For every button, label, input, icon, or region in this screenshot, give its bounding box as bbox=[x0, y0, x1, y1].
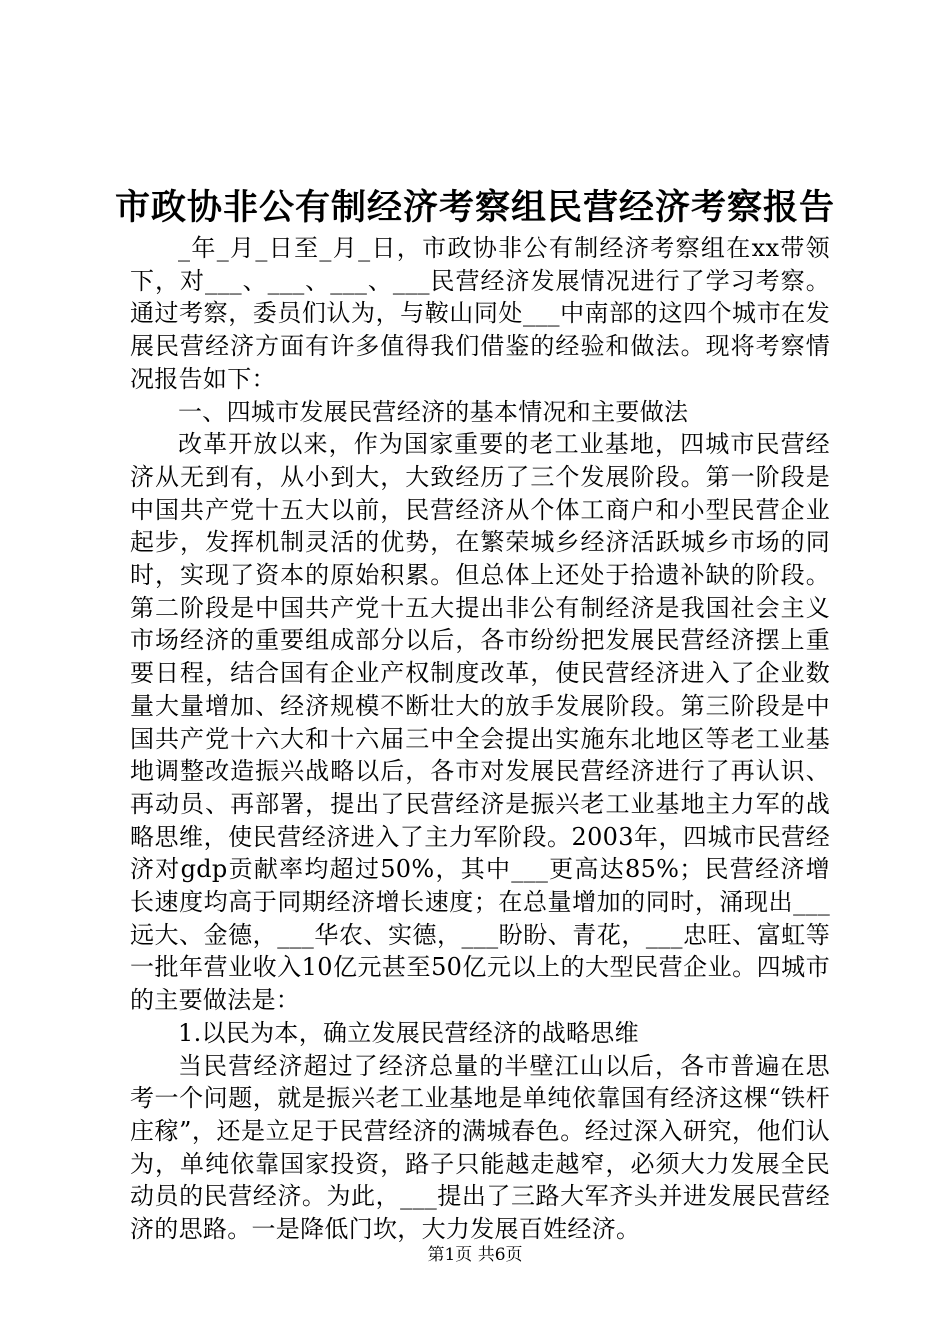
intro-paragraph: _年_月_日至_月_日，市政协非公有制经济考察组在xx带领下，对___、___、___、___民营经济发展情况进行了学习考察。通过考察，委员们认为，与鞍山同处___中南部的这四个城市在发展民营经济方面有许多值得我们借鉴的经验和做法。现将考察情况报告如下： bbox=[130, 234, 830, 393]
body-paragraph-stages: 改革开放以来，作为国家重要的老工业基地，四城市民营经济从无到有，从小到大，大致经历了三个发展阶段。第一阶段是中国共产党十五大以前，民营经济从个体工商户和小型民营企业起步，发挥机制灵活的优势，在繁荣城乡经济活跃城乡市场的同时，实现了资本的原始积累。但总体上还处于拾遗补缺的阶段。第二阶段是中国共产党十五大提出非公有制经济是我国社会主义市场经济的重要组成部分以后，各市纷纷把发展民营经济摆上重要日程，结合国有企业产权制度改革，使民营经济进入了企业数量大量增加、经济规模不断壮大的放手发展阶段。第三阶段是中国共产党十六大和十六届三中全会提出实施东北地区等老工业基地调整改造振兴战略以后，各市对发展民营经济进行了再认识、再动员、再部署，提出了民营经济是振兴老工业基地主力军的战略思维，使民营经济进入了主力军阶段。2003年，四城市民营经济对gdp贡献率均超过50%，其中___更高达85%；民营经济增长速度均高于同期经济增长速度；在总量增加的同时，涌现出___远大、金德，___华农、实德，___盼盼、青花，___忠旺、富虹等一批年营业收入10亿元甚至50亿元以上的大型民营企业。四城市的主要做法是： bbox=[130, 430, 830, 1015]
subsection-heading-1: 1.以民为本，确立发展民营经济的战略思维 bbox=[178, 1018, 639, 1047]
body-paragraph-strategy: 当民营经济超过了经济总量的半壁江山以后，各市普遍在思考一个问题，就是振兴老工业基地是单纯依靠国有经济这棵“铁杆庄稼”，还是立足于民营经济的满城春色。经过深入研究，他们认为，单纯依靠国家投资，路子只能越走越窄，必须大力发展全民动员的民营经济。为此，___提出了三路大军齐头并进发展民营经济的思路。一是降低门坎，大力发展百姓经济。 bbox=[130, 1051, 830, 1244]
page-number-footer: 第1页 共6页 bbox=[427, 1245, 523, 1265]
document-title: 市政协非公有制经济考察组民营经济考察报告 bbox=[114, 187, 835, 228]
section-heading-1: 一、四城市发展民营经济的基本情况和主要做法 bbox=[178, 397, 689, 426]
document-body bbox=[130, 232, 830, 1246]
